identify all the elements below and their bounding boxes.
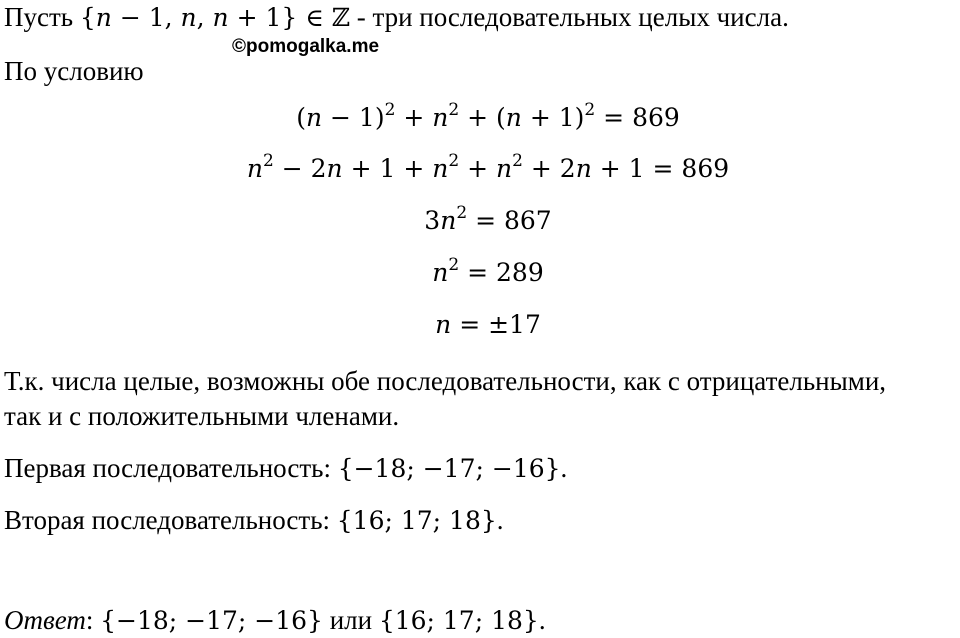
- intro-rest: - три последовательных целых числа.: [349, 2, 789, 32]
- answer-colon: :: [85, 605, 101, 635]
- answer-value-1: {−18; −17; −16}: [100, 606, 323, 635]
- element-of-symbol: ∈: [297, 3, 332, 32]
- exponent: 2: [448, 255, 460, 275]
- var-n: n: [432, 154, 449, 183]
- exponent: 2: [262, 151, 274, 171]
- eq-part: (: [296, 103, 306, 132]
- var-n: n: [246, 154, 263, 183]
- first-sequence-label: Первая последовательность:: [4, 453, 338, 483]
- var-n: n: [432, 258, 449, 287]
- intro-set: [80, 3, 350, 32]
- eq-part: +: [459, 154, 497, 183]
- watermark: ©pomogalka.me: [232, 36, 380, 57]
- exponent: 2: [448, 100, 460, 120]
- answer-line: [4, 604, 546, 637]
- exponent: 2: [456, 203, 468, 223]
- eq-part: 3: [424, 206, 441, 235]
- answer-connector: или: [322, 605, 379, 635]
- condition-label: По условию: [4, 56, 144, 86]
- set-comma: ,: [196, 3, 213, 32]
- eq-part: +: [395, 103, 433, 132]
- var-n: n: [432, 103, 449, 132]
- exponent: 2: [448, 151, 460, 171]
- equation-2: [0, 153, 960, 188]
- second-sequence: [4, 504, 504, 537]
- set-close-brace: }: [281, 3, 298, 32]
- period: .: [496, 505, 504, 535]
- set-open-brace: {: [79, 3, 96, 32]
- eq-part: = ±17: [451, 310, 541, 339]
- set-term: − 1,: [111, 3, 181, 32]
- answer-value-2: {16; 17; 18}: [378, 606, 539, 635]
- period: .: [560, 453, 568, 483]
- equation-3: [0, 205, 960, 240]
- exponent: 2: [384, 100, 396, 120]
- answer-label: Ответ: [4, 605, 86, 635]
- eq-part: + (: [459, 103, 506, 132]
- eq-part: + 1): [521, 103, 585, 132]
- var-n: n: [505, 103, 522, 132]
- set-term: + 1: [228, 3, 282, 32]
- intro-word: Пусть: [4, 2, 74, 32]
- eq-part: = 869: [595, 103, 680, 132]
- eq-part: − 1): [322, 103, 385, 132]
- var-n: n: [496, 154, 513, 183]
- explanation-line-1: Т.к. числа целые, возможны обе последовательности, как с отрицательными,: [4, 366, 887, 396]
- var-n: n: [212, 3, 229, 32]
- first-sequence-value: {−18; −17; −16}: [337, 454, 561, 483]
- integers-symbol: ℤ: [331, 3, 350, 32]
- first-sequence: [4, 452, 567, 485]
- equation-5: [0, 309, 960, 341]
- eq-part: = 867: [467, 206, 552, 235]
- var-n: n: [440, 206, 457, 235]
- eq-part: + 2: [522, 154, 576, 183]
- eq-part: = 289: [459, 258, 544, 287]
- var-n: n: [95, 3, 112, 32]
- second-sequence-label: Вторая последовательность:: [4, 505, 337, 535]
- intro-line: [4, 1, 789, 34]
- exponent: 2: [584, 100, 596, 120]
- equation-1: [0, 102, 960, 137]
- eq-part: + 1 = 869: [591, 154, 730, 183]
- period: .: [538, 605, 546, 635]
- var-n: n: [435, 310, 452, 339]
- equation-4: [0, 257, 960, 292]
- var-n: n: [575, 154, 592, 183]
- second-sequence-value: {16; 17; 18}: [336, 506, 497, 535]
- var-n: n: [305, 103, 323, 132]
- eq-part: − 2: [273, 154, 327, 183]
- exponent: 2: [512, 151, 523, 171]
- var-n: n: [180, 3, 197, 32]
- explanation-line-2: так и с положительными членами.: [4, 401, 400, 431]
- eq-part: + 1 +: [342, 154, 433, 183]
- var-n: n: [326, 154, 343, 183]
